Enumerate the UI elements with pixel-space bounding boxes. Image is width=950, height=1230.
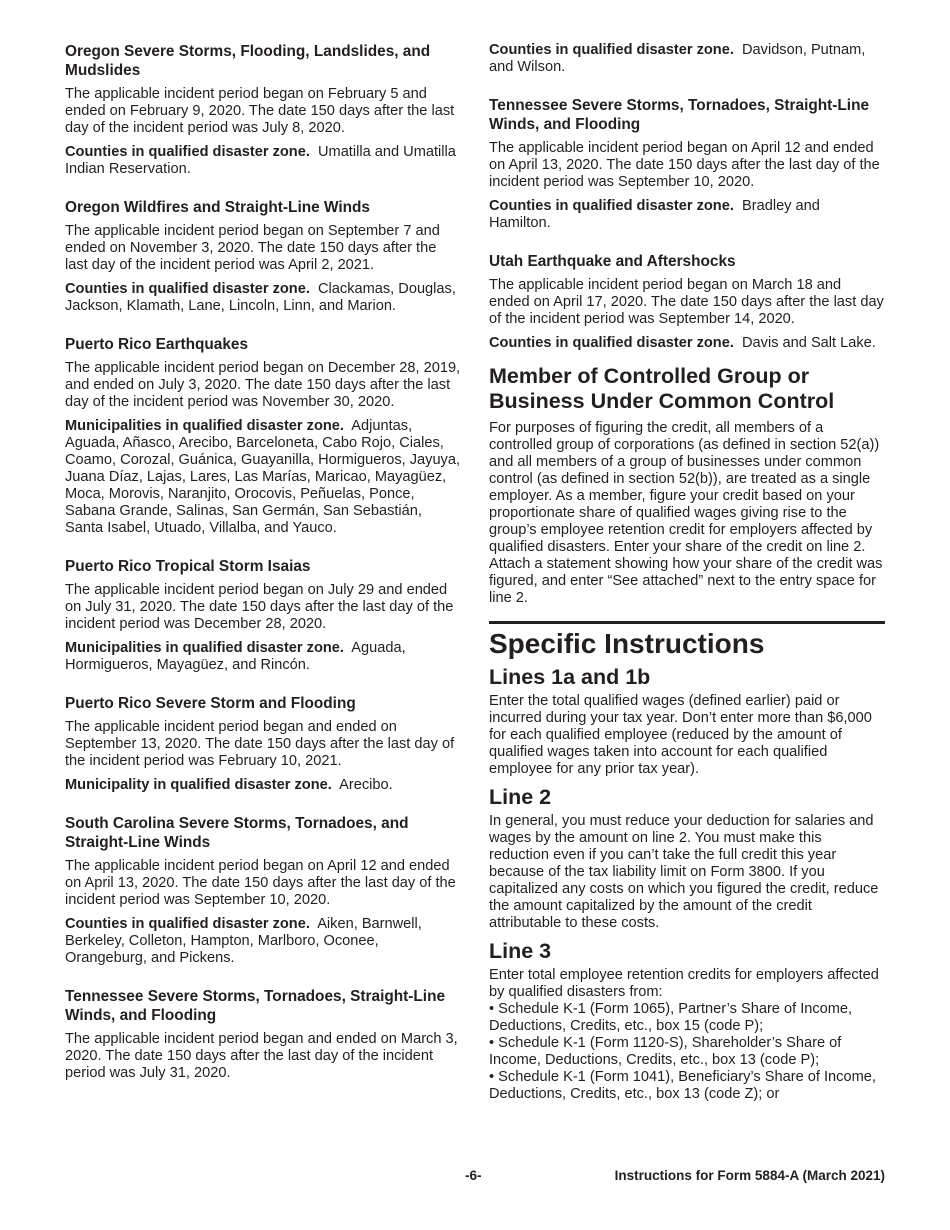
disaster-zone-paragraph [65,418,461,537]
incident-period-text: The applicable incident period began on July 29 and ended on July 31, 2020. The date 150 days after the last day of the incident period was December 28, 2020. [65,582,454,632]
incident-period-text: The applicable incident period began on March 18 and ended on April 17, 2020. The date 150 days after the last day of the incident period was September 14, 2020. [489,277,884,327]
disaster-zone-paragraph [65,640,461,674]
disaster-zone-label: Municipalities in qualified disaster zone. [65,418,344,434]
controlled-group-text: For purposes of figuring the credit, all members of a controlled group of corporations (as defined in section 52(a)) and all members of a group of businesses under common control (as defined in section 52(b)), are treated as a single employer. As a member, figure your credit based on your proportionate share of qualified wages giving rise to the group’s employee retention credit for employers affected by qualified disasters. Enter your share of the credit on line 2. Attach a statement showing how your share of the credit was figured, and enter “See attached” next to the entry space for line 2. [489,420,883,606]
section-heading: Tennessee Severe Storms, Tornadoes, Straight-Line Winds, and Flooding [65,988,446,1024]
list-item: • Schedule K-1 (Form 1120-S), Shareholder’s Share of Income, Deductions, Credits, etc., box 13 (code P); [489,1035,842,1068]
incident-period-text: The applicable incident period began on April 12 and ended on April 13, 2020. The date 150 days after the last day of the incident period was September 10, 2020. [65,858,456,908]
section-divider [489,621,885,624]
disaster-zone-label: Counties in qualified disaster zone. [489,198,734,214]
bullet-icon: • [489,1001,495,1017]
section-heading: Puerto Rico Severe Storm and Flooding [65,695,356,712]
disaster-zone-label: Counties in qualified disaster zone. [65,916,310,932]
disaster-zone-paragraph [65,777,461,794]
disaster-zone-paragraph [65,281,461,315]
controlled-group-heading: Member of Controlled Group or Business Under Common Control [489,364,835,413]
specific-instructions-heading: Specific Instructions [489,628,765,659]
section-specific-instructions [489,628,885,1103]
incident-period-text: The applicable incident period began on September 7 and ended on November 3, 2020. The date 150 days after the last day of the incident period was April 2, 2021. [65,223,440,273]
section-south-carolina [65,814,461,967]
lines-1a-1b-heading: Lines 1a and 1b [489,665,651,689]
form-title: Instructions for Form 5884-A (March 2021) [614,1168,885,1183]
disaster-zone-text: Davidson, Putnam, and Wilson. [489,42,866,75]
incident-period-text: The applicable incident period began and ended on September 13, 2020. The date 150 days after the last day of the incident period was February 10, 2021. [65,719,455,769]
bullet-icon: • [489,1035,495,1051]
section-puerto-rico-earthquakes [65,335,461,537]
disaster-zone-label: Municipality in qualified disaster zone. [65,777,332,793]
disaster-zone-text: Arecibo. [339,777,393,793]
section-tennessee-march [65,987,461,1082]
section-controlled-group [489,364,885,607]
incident-period-text: The applicable incident period began on December 28, 2019, and ended on July 3, 2020. The date 150 days after the last day of the incident period was November 30, 2020. [65,360,461,410]
section-oregon-storms [65,42,461,178]
disaster-zone-paragraph [489,198,885,232]
incident-period-text: The applicable incident period began and ended on March 3, 2020. The date 150 days after the last day of the incident period was July 31, 2020. [65,1031,458,1081]
disaster-zone-paragraph [489,335,885,352]
line-2-heading: Line 2 [489,785,552,809]
list-item: • Schedule K-1 (Form 1041), Beneficiary’s Share of Income, Deductions, Credits, etc., box 13 (code Z); or [489,1069,876,1102]
disaster-zone-label: Counties in qualified disaster zone. [65,281,310,297]
section-heading: Tennessee Severe Storms, Tornadoes, Straight-Line Winds, and Flooding [489,97,870,133]
section-heading: Oregon Severe Storms, Flooding, Landslides, and Mudslides [65,43,431,79]
section-utah [489,252,885,352]
list-item: • Schedule K-1 (Form 1065), Partner’s Share of Income, Deductions, Credits, etc., box 15 (code P); [489,1001,853,1034]
left-column [65,42,461,1082]
section-heading: Oregon Wildfires and Straight-Line Winds [65,199,370,216]
disaster-zone-label: Municipalities in qualified disaster zone. [65,640,344,656]
right-column [489,42,885,1103]
incident-period-text: The applicable incident period began on February 5 and ended on February 9, 2020. The date 150 days after the last day of the incident period was July 8, 2020. [65,86,455,136]
disaster-zone-text: Clackamas, Douglas, Jackson, Klamath, Lane, Lincoln, Linn, and Marion. [65,281,456,314]
section-heading: Utah Earthquake and Aftershocks [489,253,736,270]
page-number: -6- [465,1168,482,1183]
disaster-zone-text: Aiken, Barnwell, Berkeley, Colleton, Hampton, Marlboro, Oconee, Orangeburg, and Pickens. [65,916,422,966]
section-puerto-rico-isaias [65,557,461,674]
section-heading: Puerto Rico Tropical Storm Isaias [65,558,311,575]
disaster-zone-paragraph [65,916,461,967]
section-tennessee-march-continued [489,42,885,76]
section-oregon-wildfires [65,198,461,315]
lines-1a-1b-text: Enter the total qualified wages (defined earlier) paid or incurred during your tax year. Don’t enter more than $6,000 for each qualified employee (reduced by the amount of qualified wages taken into account for each qualified employee for any prior tax year). [489,693,872,777]
section-heading: South Carolina Severe Storms, Tornadoes, and Straight-Line Winds [65,815,409,851]
bullet-icon: • [489,1069,495,1085]
section-tennessee-april [489,96,885,232]
disaster-zone-label: Counties in qualified disaster zone. [489,335,734,351]
disaster-zone-paragraph [489,42,885,76]
disaster-zone-text: Davis and Salt Lake. [742,335,876,351]
incident-period-text: The applicable incident period began on April 12 and ended on April 13, 2020. The date 150 days after the last day of the incident period was September 10, 2020. [489,140,880,190]
disaster-zone-text: Umatilla and Umatilla Indian Reservation. [65,144,456,177]
line-3-heading: Line 3 [489,939,552,963]
disaster-zone-text: Adjuntas, Aguada, Añasco, Arecibo, Barceloneta, Cabo Rojo, Ciales, Coamo, Corozal, Guánica, Guayanilla, Hormigueros, Jayuya, Juana Díaz, Lajas, Lares, Las Marías, Maricao, Mayagüez, Moca, Morovis, Naranjito, Orocovis, Peñuelas, Ponce, Sabana Grande, Salinas, San Germán, San Sebastián, Santa Isabel, Utuado, Villalba, and Yauco. [65,418,461,536]
section-puerto-rico-storm [65,694,461,794]
section-heading: Puerto Rico Earthquakes [65,336,249,353]
disaster-zone-text: Aguada, Hormigueros, Mayagüez, and Rincón. [65,640,406,673]
disaster-zone-text: Bradley and Hamilton. [489,198,820,231]
line-2-text: In general, you must reduce your deduction for salaries and wages by the amount on line 2. You must make this reduction even if you can’t take the full credit this year because of the tax liability limit on Form 3800. If you capitalized any costs on which you figured the credit, reduce the amount capitalized by the amount of the credit attributable to these costs. [489,813,879,931]
line-3-intro: Enter total employee retention credits for employers affected by qualified disasters from: [489,967,879,1000]
disaster-zone-label: Counties in qualified disaster zone. [489,42,734,58]
disaster-zone-label: Counties in qualified disaster zone. [65,144,310,160]
disaster-zone-paragraph [65,144,461,178]
